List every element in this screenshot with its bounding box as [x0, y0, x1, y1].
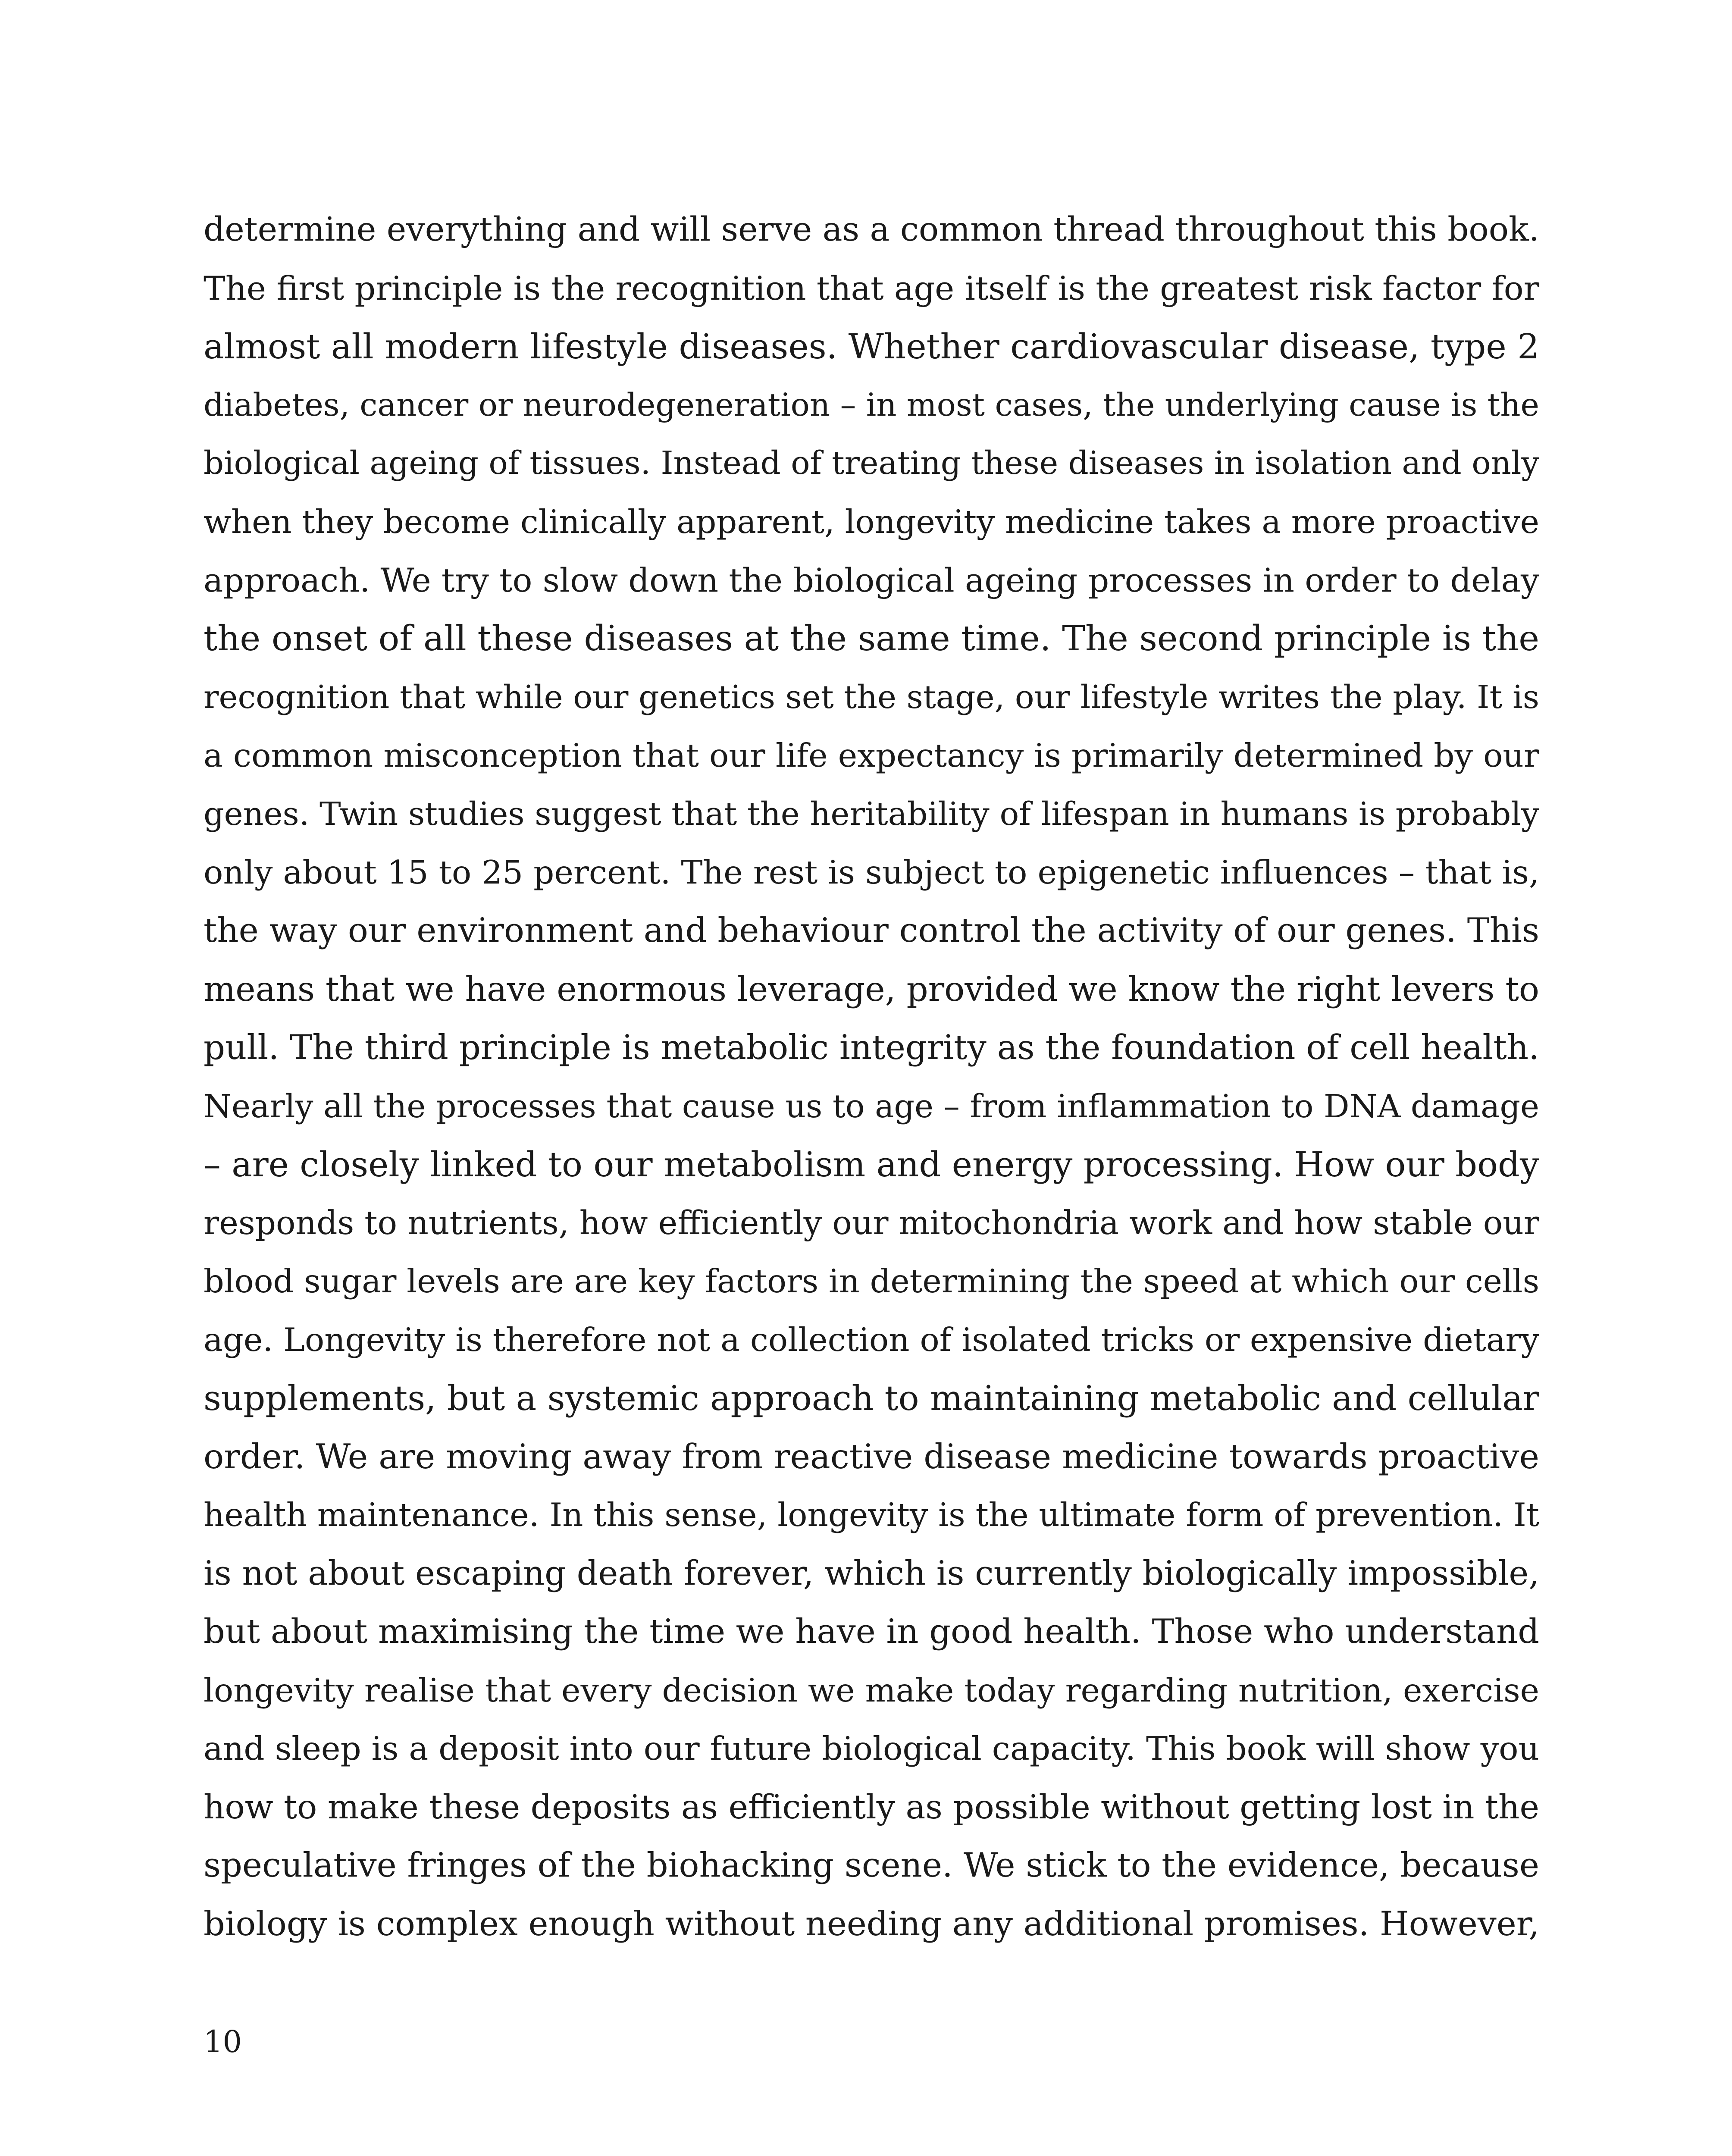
text-line: longevity realise that every decision we make today regarding nutrition, exercise: [204, 1671, 1539, 1709]
text-line: means that we have enormous leverage, provided we know the right levers to: [204, 969, 1539, 1009]
text-line: blood sugar levels are are key factors in determining the speed at which our cells: [204, 1263, 1539, 1300]
text-line: The first principle is the recognition that age itself is the greatest risk factor for: [204, 269, 1539, 307]
text-line: Nearly all the processes that cause us to age – from inflammation to DNA damage: [204, 1087, 1539, 1125]
text-line: approach. We try to slow down the biological ageing processes in order to delay: [204, 561, 1539, 599]
page-number: 10: [204, 2024, 242, 2059]
text-line: diabetes, cancer or neurodegeneration – in most cases, the underlying cause is the: [204, 386, 1539, 423]
text-line: genes. Twin studies suggest that the heritability of lifespan in humans is probably: [204, 795, 1539, 833]
body-paragraph: [204, 201, 1539, 1953]
text-line: only about 15 to 25 percent. The rest is subject to epigenetic influences – that is,: [204, 853, 1539, 891]
text-line: when they become clinically apparent, longevity medicine takes a more proactive: [204, 503, 1539, 541]
text-line: how to make these deposits as efficiently as possible without getting lost in the: [204, 1788, 1539, 1827]
text-line: and sleep is a deposit into our future biological capacity. This book will show you: [204, 1730, 1539, 1767]
text-line: the way our environment and behaviour control the activity of our genes. This: [204, 911, 1539, 950]
text-line: a common misconception that our life expectancy is primarily determined by our: [204, 736, 1539, 774]
text-line: health maintenance. In this sense, longevity is the ultimate form of prevention. It: [204, 1496, 1539, 1534]
text-line: age. Longevity is therefore not a collection of isolated tricks or expensive dietary: [204, 1320, 1539, 1359]
text-line: – are closely linked to our metabolism and energy processing. How our body: [204, 1144, 1539, 1185]
text-line: supplements, but a systemic approach to maintaining metabolic and cellular: [204, 1378, 1539, 1418]
text-line: biology is complex enough without needing any additional promises. However,: [204, 1904, 1539, 1943]
text-line: pull. The third principle is metabolic integrity as the foundation of cell health.: [204, 1028, 1539, 1067]
text-line: but about maximising the time we have in good health. Those who understand: [204, 1612, 1539, 1651]
text-line: is not about escaping death forever, which is currently biologically impossible,: [204, 1554, 1539, 1593]
text-line: speculative fringes of the biohacking scene. We stick to the evidence, because: [204, 1846, 1539, 1885]
text-line: almost all modern lifestyle diseases. Whether cardiovascular disease, type 2: [204, 326, 1539, 367]
text-line: determine everything and will serve as a common thread throughout this book.: [204, 210, 1539, 249]
text-line: order. We are moving away from reactive disease medicine towards proactive: [204, 1436, 1539, 1476]
text-line: responds to nutrients, how efficiently our mitochondria work and how stable our: [204, 1203, 1539, 1242]
text-line: recognition that while our genetics set the stage, our lifestyle writes the play. It is: [204, 678, 1539, 716]
text-line: the onset of all these diseases at the same time. The second principle is the: [204, 618, 1539, 659]
text-line: biological ageing of tissues. Instead of treating these diseases in isolation and only: [204, 445, 1539, 482]
